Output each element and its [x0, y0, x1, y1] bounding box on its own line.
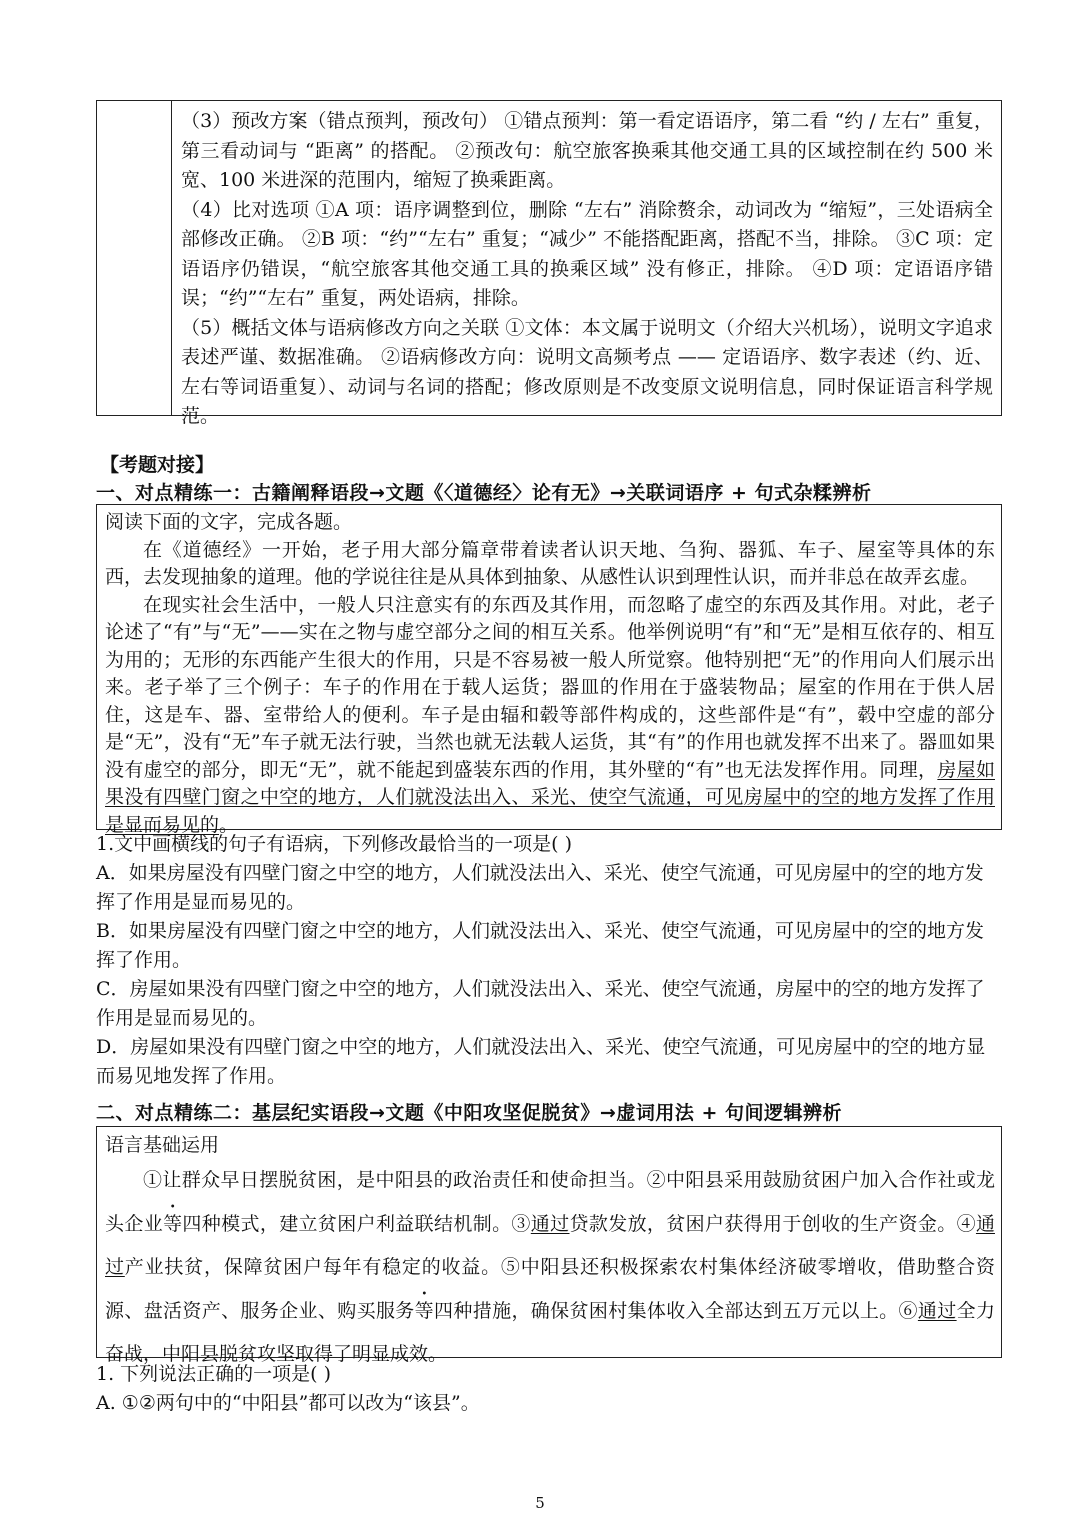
section-label: 【考题对接】: [100, 454, 215, 476]
page-number: 5: [535, 1494, 545, 1512]
emphasized-word: 等: [414, 1300, 435, 1322]
passage-box-2: [96, 1126, 1002, 1365]
passage-heading: 语言基础运用: [105, 1134, 220, 1156]
passage-text: 产业扶贫，保障贫困户每年有稳定的收益。⑤中阳县还积极探索农村集体经济破零增收，借助整合资源、盘活资产、服务企业、购买服务: [105, 1256, 995, 1322]
underlined-word: 通过: [530, 1213, 570, 1235]
passage-box-1: [96, 504, 1002, 836]
question-stem: 1.文中画横线的句子有语病，下列修改最恰当的一项是( ): [96, 833, 572, 855]
option-a: A. ①②两句中的“中阳县”都可以改为“该县”。: [96, 1392, 480, 1414]
option-c: C．房屋如果没有四壁门窗之中空的地方，人们就没法出入、采光、使空气流通，房屋中的空的地方发挥了作用是显而易见的。: [96, 978, 985, 1029]
passage-text: 。: [219, 813, 239, 836]
passage-paragraph: [105, 1159, 995, 1376]
passage-text: 四种措施，确保贫困村集体收入全部达到五万元以上。⑥: [434, 1300, 918, 1322]
analysis-step-4: （4）比对选项 ①A 项：语序调整到位，删除 “左右” 消除赘余，动词改为 “缩短”，三处语病全部修改正确。 ②B 项：“约”“左右” 重复；“减少” 不能搭配距离，搭配不当，排除。 ③C 项：定语语序仍错误，“航空旅客其他交通工具的换乘区域” 没有修正，排除。 ④D 项：定语语序错误；“约”“左右” 重复，两处语病，排除。: [181, 198, 993, 309]
passage-paragraph: [105, 592, 995, 840]
passage-text: 全力奋战，中阳县脱贫攻坚取得了明显成效。: [105, 1300, 995, 1365]
question-2-block: [96, 1360, 996, 1418]
underlined-word: 通过: [105, 1213, 995, 1278]
table-content: [181, 107, 993, 432]
passage-instruction: 阅读下面的文字，完成各题。: [105, 511, 353, 533]
passage-text: ①让群众早日摆脱贫困，是中阳县的政治责任和使命担当。②中阳县采用鼓励贫困户加入合作社或龙头企业: [105, 1169, 995, 1235]
question-stem: 1. 下列说法正确的一项是( ): [96, 1363, 332, 1385]
underlined-sentence: 房屋如果没有四壁门窗之中空的地方，人们就没法出入、采光、使空气流通，可见房屋中的空的地方发挥了作用是显而易见的: [105, 758, 995, 836]
table-left-column: [97, 101, 172, 415]
option-a: A．如果房屋没有四壁门窗之中空的地方，人们就没法出入、采光、使空气流通，可见房屋中的空的地方发挥了作用是显而易见的。: [96, 862, 984, 913]
passage-text: 在现实社会生活中，一般人只注意实有的东西及其作用，而忽略了虚空的东西及其作用。对此，老子论述了“有”与“无”——实在之物与虚空部分之间的相互关系。他举例说明“有”和“无”是相互依存的、相互为用的；无形的东西能产生很大的作用，只是不容易被一般人所觉察。他特别把“无”的作用向人们展示出来。老子举了三个例子：车子的作用在于载人运货；器皿的作用在于盛装物品；屋室的作用在于供人居住，这是车、器、室带给人的便利。车子是由辐和毂等部件构成的，这些部件是“有”，毂中空虚的部分是“无”，没有“无”车子就无法行驶，当然也就无法载人运货，其“有”的作用也就发挥不出来了。器皿如果没有虚空的部分，即无“无”，就不能起到盛装东西的作用，其外壁的“有”也无法发挥作用。同理，: [105, 593, 995, 781]
analysis-step-3: （3）预改方案（错点预判，预改句） ①错点预判：第一看定语语序，第二看 “约 / 左右” 重复，第三看动词与 “距离” 的搭配。 ②预改句：航空旅客换乘其他交通工具的区域控制在约 500 米宽、100 米进深的范围内，缩短了换乘距离。: [181, 110, 993, 191]
passage-paragraph: 在《道德经》一开始，老子用大部分篇章带着读者认识天地、刍狗、器狐、车子、屋室等具体的东西，去发现抽象的道理。他的学说往往是从具体到抽象、从感性认识到理性认识，而并非总在故弄玄虚。: [105, 538, 995, 588]
underlined-word: 通过: [917, 1300, 957, 1322]
section-1-title: 一、对点精练一：古籍阐释语段→文题《〈道德经〉论有无》→关联词语序 + 句式杂糅辨析: [96, 482, 872, 504]
section-2-title: 二、对点精练二：基层纪实语段→文题《中阳攻坚促脱贫》→虚词用法 + 句间逻辑辨析: [96, 1102, 842, 1124]
passage-text: 贷款发放，贫困户获得用于创收的生产资金。④: [569, 1213, 976, 1235]
emphasized-word: 等: [163, 1213, 183, 1235]
question-1-block: [96, 830, 996, 1091]
analysis-step-5: （5）概括文体与语病修改方向之关联 ①文体：本文属于说明文（介绍大兴机场），说明文字追求表述严谨、数据准确。 ②语病修改方向：说明文高频考点 —— 定语语序、数字表述（约、近、左右等词语重复）、动词与名词的搭配；修改原则是不改变原文说明信息，同时保证语言科学规范。: [181, 316, 993, 427]
analysis-table: [96, 100, 1002, 427]
passage-text: 四种模式，建立贫困户利益联结机制。③: [182, 1213, 531, 1235]
option-d: D．房屋如果没有四壁门窗之中空的地方，人们就没法出入、采光、使空气流通，可见房屋中的空的地方显而易见地发挥了作用。: [96, 1036, 986, 1087]
option-b: B．如果房屋没有四壁门窗之中空的地方，人们就没法出入、采光、使空气流通，可见房屋中的空的地方发挥了作用。: [96, 920, 984, 971]
